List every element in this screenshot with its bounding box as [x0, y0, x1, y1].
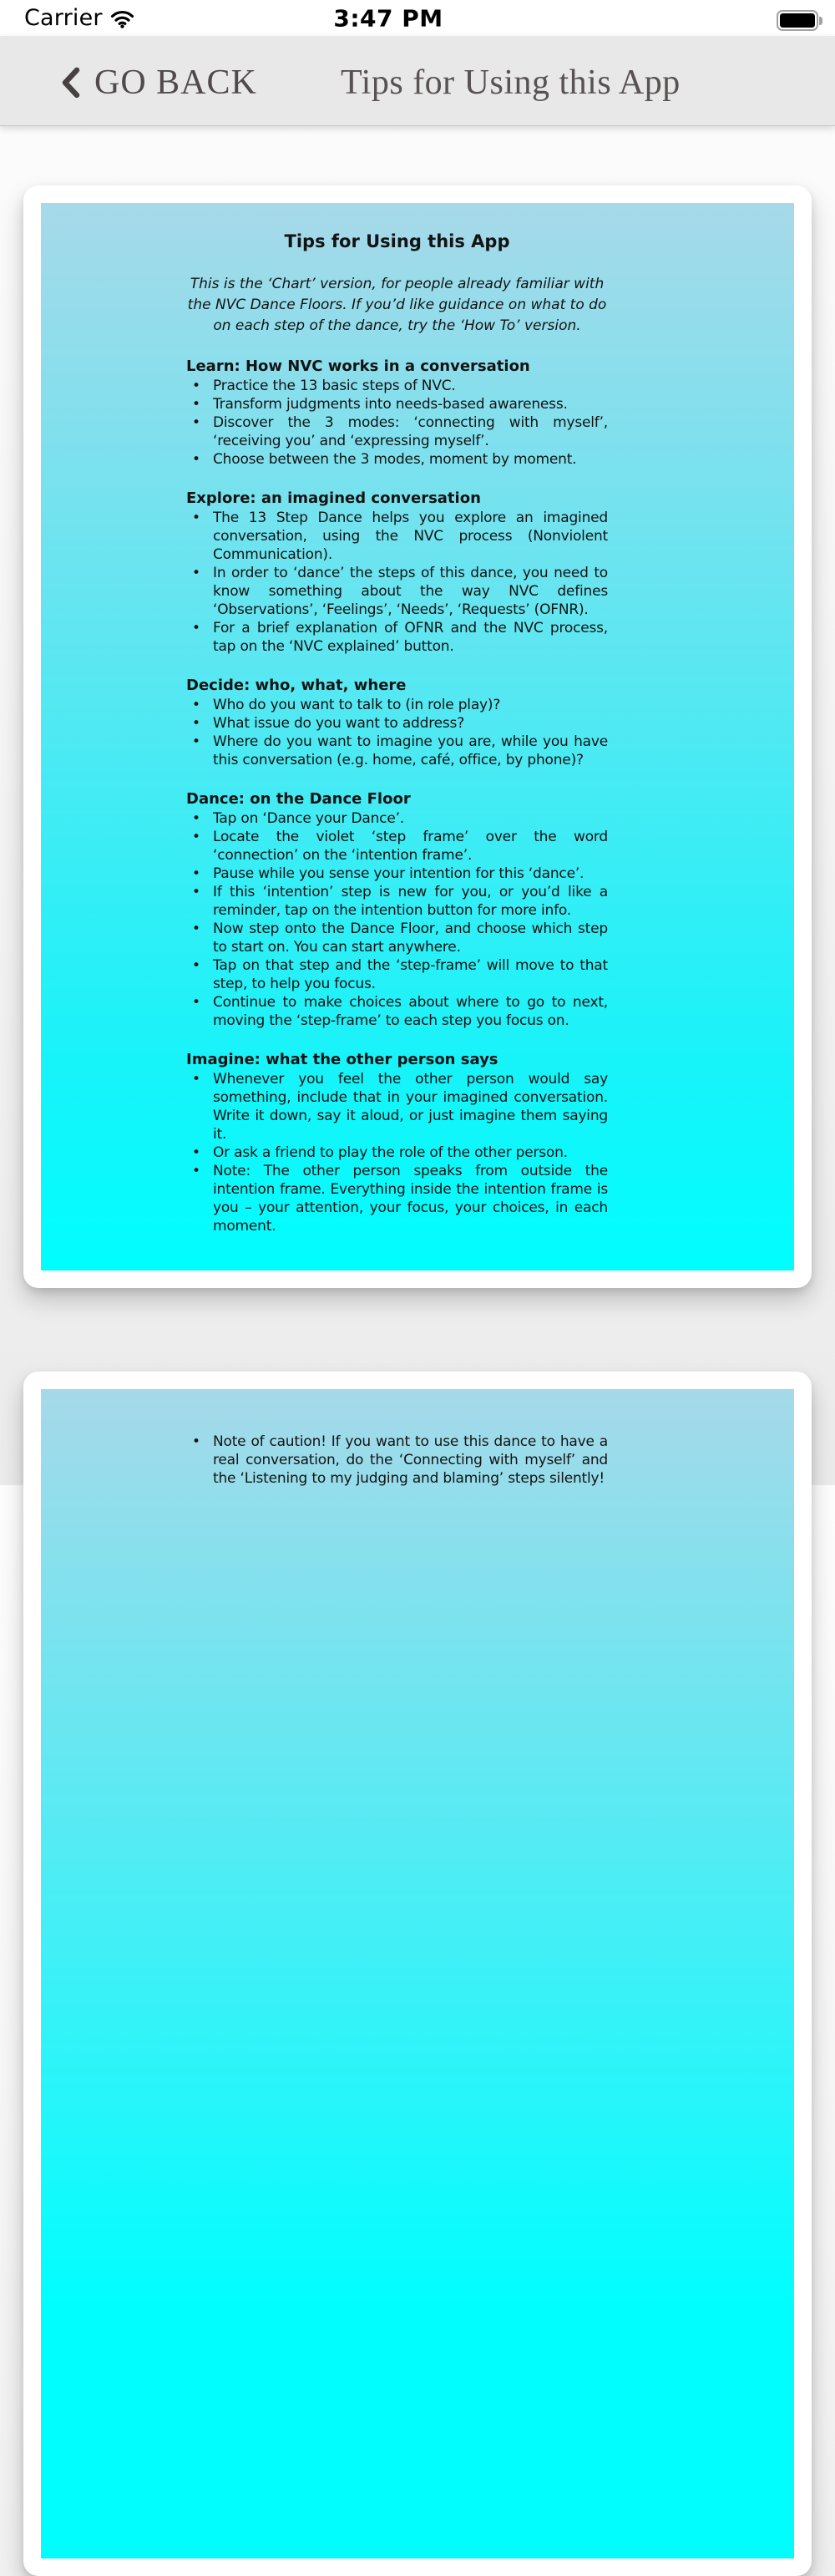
- page-title: Tips for Using this App: [341, 63, 681, 102]
- list-item: • Discover the 3 modes: ‘connecting with myself’, ‘receiving you’ and ‘expressing myself’.: [186, 413, 608, 450]
- section-learn: [186, 357, 608, 469]
- list-item: • Now step onto the Dance Floor, and choose which step to start on. You can start anywhere.: [186, 920, 608, 956]
- caution-gradient-panel: [41, 1389, 794, 2558]
- battery-fill: [780, 13, 815, 28]
- list-item: • For a brief explanation of OFNR and the NVC process, tap on the ‘NVC explained’ button.: [186, 619, 608, 656]
- list-item: • The 13 Step Dance helps you explore an imagined conversation, using the NVC process (Nonviolent Communication).: [186, 509, 608, 564]
- list-item: • Pause while you sense your intention for this ‘dance’.: [186, 865, 608, 883]
- section-heading: Decide: who, what, where: [186, 677, 407, 694]
- list-item: • What issue do you want to address?: [186, 714, 608, 733]
- caution-card: [23, 1372, 812, 2576]
- go-back-label: GO BACK: [94, 63, 257, 102]
- tips-content: [186, 203, 608, 1235]
- section-heading: Dance: on the Dance Floor: [186, 790, 411, 808]
- list-item: • If this ‘intention’ step is new for you, or you’d like a reminder, tap on the intention button for more info.: [186, 883, 608, 920]
- section-heading: Explore: an imagined conversation: [186, 489, 481, 507]
- section-heading: Imagine: what the other person says: [186, 1051, 498, 1068]
- list-item: • Continue to make choices about where to go to next, moving the ‘step-frame’ to each step you focus on.: [186, 993, 608, 1030]
- bullet-list: [186, 1433, 608, 1488]
- list-item: • Tap on that step and the ‘step-frame’ will move to that step, to help you focus.: [186, 956, 608, 993]
- list-item: • Transform judgments into needs-based awareness.: [186, 395, 608, 413]
- bullet-list: [186, 696, 608, 769]
- list-item: • Note of caution! If you want to use this dance to have a real conversation, do the ‘Connecting with myself’ and the ‘Listening to my judging and blaming’ steps silently!: [186, 1433, 608, 1488]
- section-dance: [186, 789, 608, 1030]
- section-decide: [186, 676, 608, 769]
- bullet-list: [186, 1070, 608, 1235]
- battery-icon: [777, 10, 818, 31]
- bullet-list: [186, 809, 608, 1030]
- caution-content: [186, 1389, 608, 1488]
- section-heading: Learn: How NVC works in a conversation: [186, 357, 530, 375]
- time-label: 3:47 PM: [333, 4, 443, 32]
- bullet-list: [186, 377, 608, 469]
- list-item: • Who do you want to talk to (in role play)?: [186, 696, 608, 714]
- card-title: Tips for Using this App: [284, 231, 510, 251]
- intro-line: the NVC Dance Floors. If you’d like guidance on what to do: [187, 297, 607, 313]
- status-bar: [0, 0, 835, 36]
- wifi-icon: [110, 8, 134, 28]
- list-item: • In order to ‘dance’ the steps of this dance, you need to know something about the way NVC defines ‘Observations’, ‘Feelings’, ‘Needs’, ‘Requests’ (OFNR).: [186, 564, 608, 619]
- list-item: • Or ask a friend to play the role of the other person.: [186, 1143, 608, 1162]
- bullet-list: [186, 509, 608, 656]
- scroll-content[interactable]: [0, 126, 835, 2576]
- list-item: • Locate the violet ‘step frame’ over the word ‘connection’ on the ‘intention frame’.: [186, 828, 608, 865]
- list-item: • Tap on ‘Dance your Dance’.: [186, 809, 608, 828]
- list-item: • Whenever you feel the other person would say something, include that in your imagined conversation. Write it down, say it aloud, or just imagine them saying it.: [186, 1070, 608, 1143]
- list-item: • Choose between the 3 modes, moment by moment.: [186, 450, 608, 469]
- tips-card: [23, 185, 812, 1288]
- section-imagine: [186, 1050, 608, 1235]
- list-item: • Where do you want to imagine you are, while you have this conversation (e.g. home, café, office, by phone)?: [186, 733, 608, 769]
- section-explore: [186, 489, 608, 656]
- carrier-group: [24, 0, 134, 36]
- go-back-button[interactable]: [60, 62, 257, 102]
- card-intro: [186, 274, 608, 337]
- back-chevron-icon: [60, 66, 80, 98]
- intro-line: on each step of the dance, try the ‘How To’ version.: [213, 317, 581, 334]
- list-item: • Note: The other person speaks from outside the intention frame. Everything inside the intention frame is you – your attention, your focus, your choices, in each moment.: [186, 1162, 608, 1235]
- nav-bar: [0, 36, 835, 126]
- list-item: • Practice the 13 basic steps of NVC.: [186, 377, 608, 395]
- battery-nub: [819, 17, 822, 25]
- carrier-label: Carrier: [24, 5, 103, 31]
- intro-line: This is the ‘Chart’ version, for people already familiar with: [190, 276, 605, 292]
- tips-gradient-panel: [41, 203, 794, 1270]
